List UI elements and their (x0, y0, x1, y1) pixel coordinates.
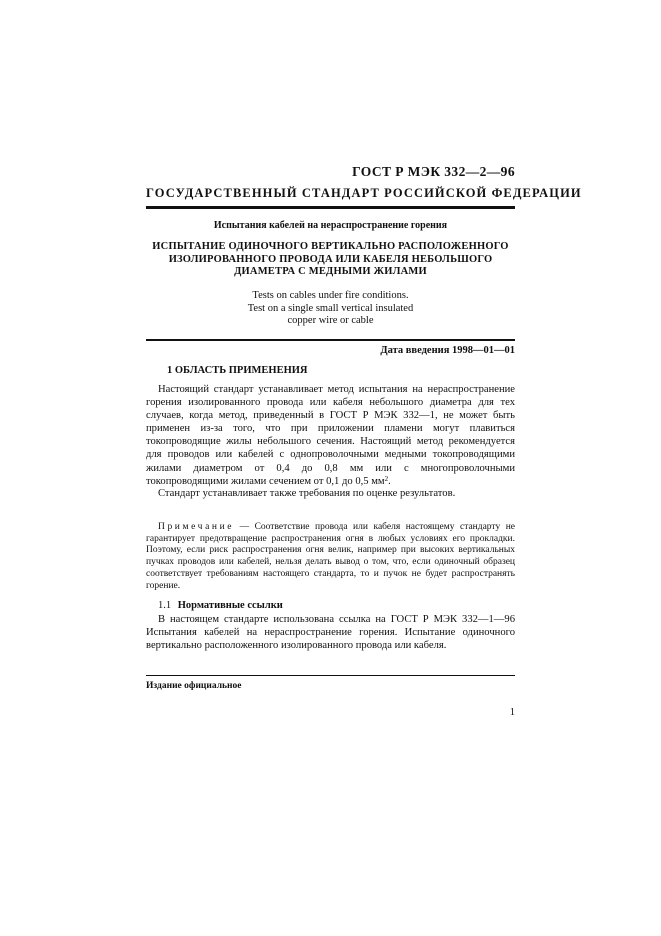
header-divider (146, 206, 515, 209)
results-paragraph (146, 487, 515, 500)
note-text: — Соответствие провода или кабеля настоящему стандарту не гарантирует предотвращение распространения огня в любых условиях его прокладки. Поэтому, если риск распространения огня велик, например при высоких вертикальных пучках проводов или кабелей, нельзя делать вывод о том, что, если одиночный образец соответствует требованиям настоящего стандарта, то и пучок не будет распространять горение. (146, 522, 516, 591)
title-line: ИСПЫТАНИЕ ОДИНОЧНОГО ВЕРТИКАЛЬНО РАСПОЛОЖЕННОГО (152, 241, 509, 252)
subsection-heading (158, 600, 283, 611)
introduction-date: Дата введения 1998—01—01 (380, 345, 515, 356)
note-label: Примечание (158, 522, 235, 532)
references-text: В настоящем стандарте использована ссылка на ГОСТ Р МЭК 332—1—96 Испытания кабелей на нераспространение горения. Испытание одиночного вертикально расположенного изолированного провода или кабеля. (146, 614, 515, 652)
references-paragraph (146, 613, 515, 652)
subsection-number: 1.1 (158, 600, 172, 611)
title-line: ИЗОЛИРОВАННОГО ПРОВОДА ИЛИ КАБЕЛЯ НЕБОЛЬШОГО (168, 253, 493, 265)
period: . (388, 475, 391, 487)
english-title (146, 290, 515, 328)
document-page (146, 0, 582, 936)
document-code: ГОСТ Р МЭК 332—2—96 (352, 164, 515, 179)
footer-divider (146, 675, 515, 676)
english-title-line: Test on a single small vertical insulated (247, 302, 414, 314)
scope-text: Настоящий стандарт устанавливает метод испытания на нераспространение горения изолированного провода или кабеля небольшого диаметра для тех случаев, когда метод, приведенный в ГОСТ Р МЭК 332—1, не может быть применен из-за того, что при приложении пламени могут плавиться токопроводящие жилы небольшого сечения. Настоящий метод рекомендуется для проводов или кабелей с однопроволочными медными токопроводящими жилами диаметром от 0,4 до 0,8 мм или с многопроволочными токопроводящими жилами сечением от 0,1 до 0,5 мм (146, 384, 515, 487)
note-block (146, 522, 515, 592)
section-heading: 1 ОБЛАСТЬ ПРИМЕНЕНИЯ (167, 365, 308, 376)
subsection-title: Нормативные ссылки (177, 600, 283, 611)
scope-paragraph (146, 383, 515, 488)
document-heading: ГОСУДАРСТВЕННЫЙ СТАНДАРТ РОССИЙСКОЙ ФЕДЕРАЦИИ (146, 186, 582, 200)
page-number: 1 (509, 707, 515, 718)
results-text: Стандарт устанавливает также требования по оценке результатов. (158, 488, 456, 499)
english-title-line: Tests on cables under fire conditions. (252, 290, 409, 301)
title-line: ДИАМЕТРА С МЕДНЫМИ ЖИЛАМИ (234, 266, 427, 277)
subject-line: Испытания кабелей на нераспространение горения (213, 220, 448, 231)
edition-label: Издание официальное (146, 681, 242, 691)
english-title-line: copper wire or cable (287, 315, 374, 326)
superscript: 2 (384, 474, 389, 483)
title-divider (146, 339, 515, 341)
document-title (146, 241, 515, 279)
